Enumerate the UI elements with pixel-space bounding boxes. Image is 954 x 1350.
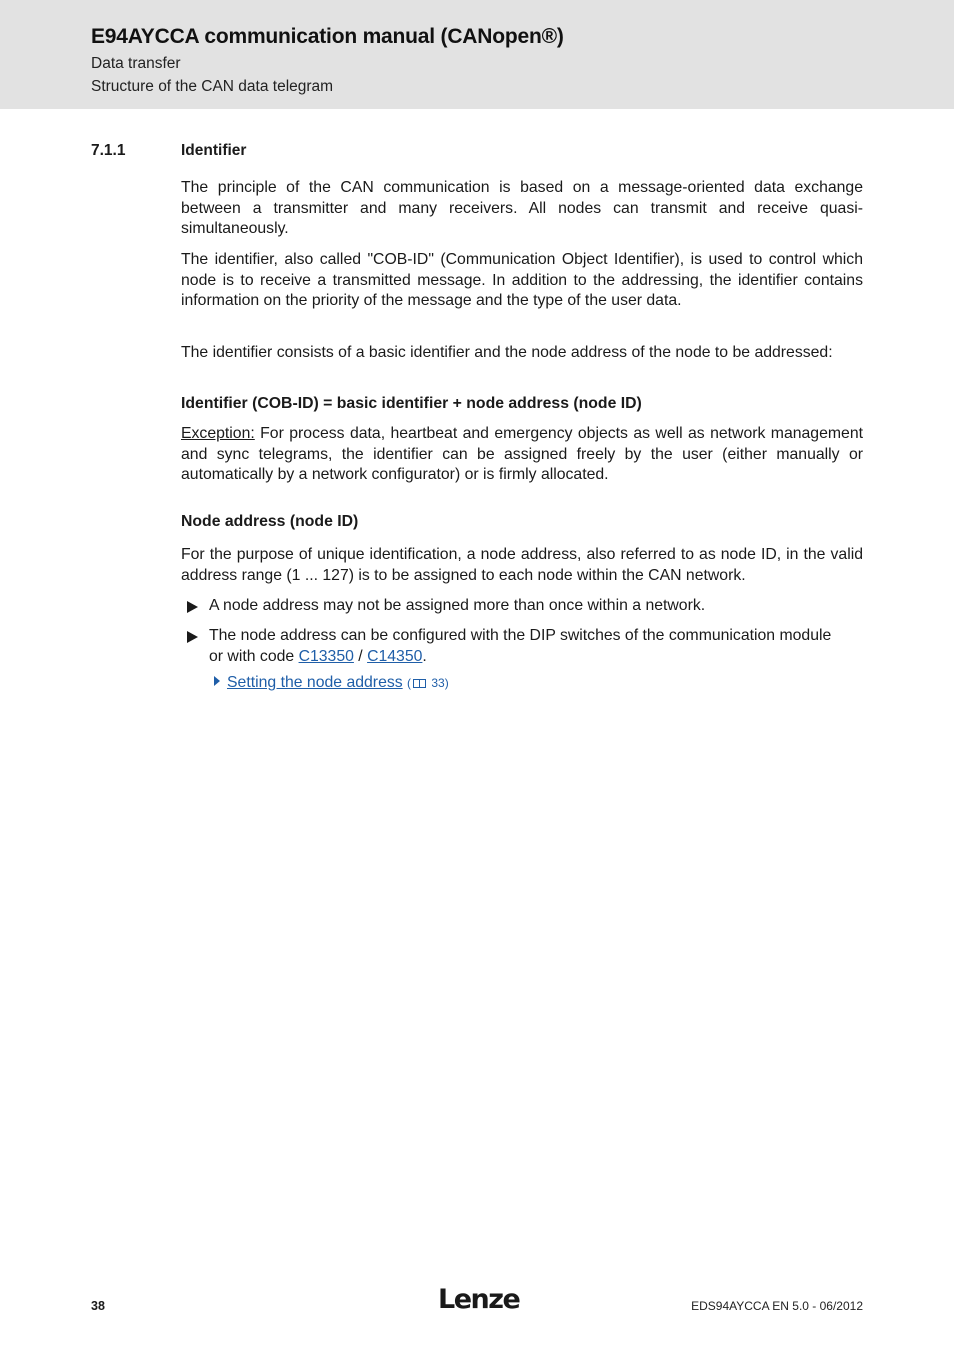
page-number: 38 — [91, 1299, 105, 1313]
document-id: EDS94AYCCA EN 5.0 - 06/2012 — [691, 1299, 863, 1313]
setting-node-address-link[interactable]: Setting the node address — [227, 674, 403, 691]
list-item-text: A node address may not be assigned more than once within a network. — [209, 597, 706, 614]
section-number: 7.1.1 — [91, 142, 126, 159]
paragraph-principle: The principle of the CAN communication is based on a message-oriented data exchange between a transmitter and many receivers. All nodes can transmit and receive quasi-simultaneously. — [181, 179, 863, 238]
paragraph-identifier-composition: The identifier consists of a basic identifier and the node address of the node to be addressed: — [181, 344, 833, 361]
page-header — [0, 0, 954, 109]
section-title: Identifier — [181, 142, 247, 159]
link-separator: / — [353, 647, 368, 665]
paragraph-cob-id: The identifier, also called "COB-ID" (Communication Object Identifier), is used to control which node is to receive a transmitted message. In addition to the addressing, the identifier contains information on the priority of the message and the type of the user data. — [181, 251, 863, 310]
breadcrumb-section: Structure of the CAN data telegram — [91, 78, 334, 95]
identifier-formula: Identifier (COB-ID) = basic identifier + node address (node ID) — [181, 395, 642, 412]
paragraph-exception — [181, 424, 863, 486]
cross-reference — [214, 673, 449, 693]
paragraph-node-address: For the purpose of unique identification, a node address, also referred to as node ID, in the valid address range (1 ... 127) is to be assigned to each node within the CAN network. — [181, 546, 863, 584]
code-link-c13350[interactable]: C13350 — [298, 647, 354, 665]
list-item-prefix: The node address can be configured with the DIP switches of the communication module or with code — [209, 627, 832, 665]
document-title: E94AYCCA communication manual (CANopen®) — [91, 25, 564, 48]
list-item-text — [209, 626, 849, 667]
bullet-arrow-icon — [187, 601, 198, 613]
link-arrow-icon — [214, 676, 220, 686]
bullet-arrow-icon — [187, 631, 198, 643]
page-reference: ( 33) — [407, 676, 449, 690]
exception-text: For process data, heartbeat and emergency objects as well as network management and sync telegrams, the identifier can be assigned freely by the user (either manually or automatically by a network configurator) or is firmly allocated. — [181, 425, 863, 484]
code-link-c14350[interactable]: C14350 — [367, 647, 423, 665]
book-icon — [413, 679, 426, 688]
list-item-suffix: . — [422, 647, 427, 665]
lenze-logo: Lenze — [438, 1284, 520, 1315]
breadcrumb-chapter: Data transfer — [91, 55, 181, 72]
exception-label: Exception: — [181, 425, 255, 442]
node-address-heading: Node address (node ID) — [181, 513, 359, 530]
